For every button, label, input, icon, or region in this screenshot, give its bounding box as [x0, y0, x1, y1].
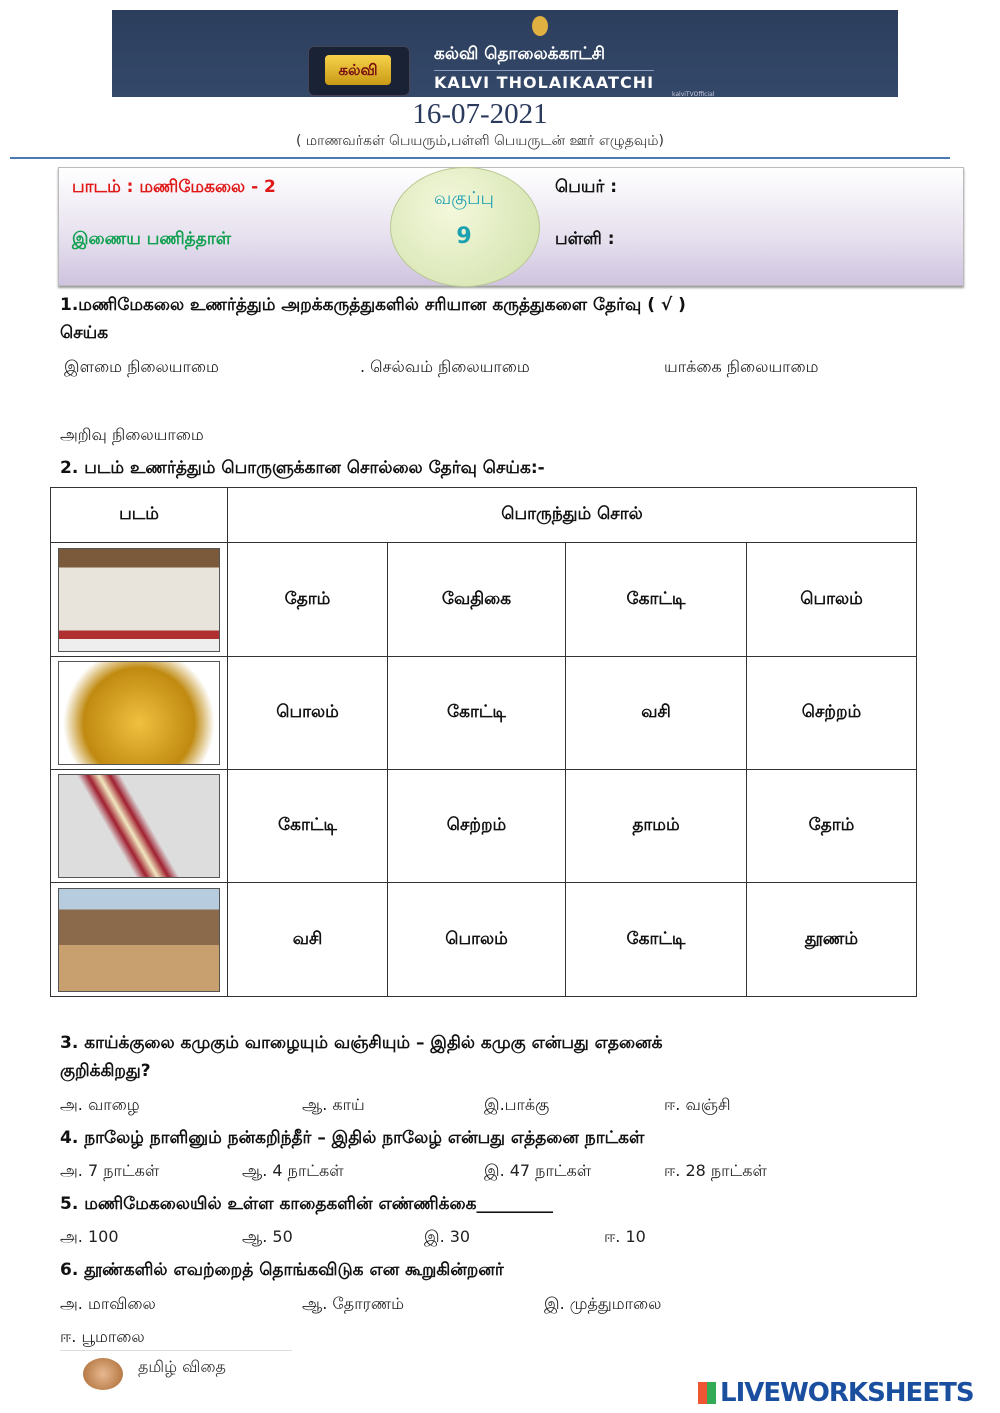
- q3-option[interactable]: அ. வாழை: [60, 1095, 140, 1114]
- q5-option[interactable]: ஆ. 50: [242, 1227, 293, 1246]
- question-5: 5. மணிமேகலையில் உள்ள காதைகளின் எண்ணிக்கை_________: [60, 1194, 553, 1214]
- word-option[interactable]: கோட்டி: [566, 543, 747, 657]
- image-cell: [51, 883, 228, 997]
- question-4: 4. நாலேழ் நாளினும் நன்கறிந்தீர் – இதில் நாலேழ் என்பது எத்தனை நாட்கள்: [60, 1128, 645, 1148]
- subject-title: பாடம் : மணிமேகலை - 2: [72, 177, 276, 197]
- kalvi-banner: [112, 10, 898, 97]
- word-option[interactable]: கோட்டி: [566, 883, 747, 997]
- word-option[interactable]: பொலம்: [228, 657, 388, 770]
- q5-option[interactable]: ஈ. 10: [604, 1227, 646, 1246]
- word-option[interactable]: வேதிகை: [388, 543, 566, 657]
- liveworksheets-brand: LIVEWORKSHEETS: [720, 1378, 974, 1408]
- question-3: 3. காய்க்குலை கமுகும் வாழையும் வஞ்சியும் – இதில் கமுகு என்பது எதனைக்: [60, 1033, 663, 1053]
- word-option[interactable]: தோம்: [747, 770, 917, 883]
- q3-option[interactable]: ஈ. வஞ்சி: [664, 1095, 731, 1114]
- q1-option[interactable]: இளமை நிலையாமை: [64, 357, 219, 376]
- liveworksheets-logo-icon: [698, 1382, 716, 1404]
- word-option[interactable]: கோட்டி: [228, 770, 388, 883]
- word-option[interactable]: செற்றம்: [747, 657, 917, 770]
- date: 16-07-2021: [412, 98, 548, 130]
- garland-image: [58, 774, 220, 878]
- question-3-cont: குறிக்கிறது?: [60, 1061, 151, 1081]
- author-avatar: [83, 1358, 123, 1390]
- q1-option[interactable]: அறிவு நிலையாமை: [60, 425, 204, 444]
- kalvi-logo: [308, 46, 410, 96]
- banner-title-tamil: கல்வி தொலைக்காட்சி: [434, 44, 606, 64]
- author-name: தமிழ் விதை: [138, 1357, 226, 1376]
- word-option[interactable]: தோம்: [228, 543, 388, 657]
- worksheet-type: இணைய பணித்தாள்: [72, 229, 232, 249]
- image-cell: [51, 770, 228, 883]
- q4-option[interactable]: ஈ. 28 நாட்கள்: [664, 1161, 767, 1180]
- q6-option[interactable]: ஆ. தோரணம்: [302, 1294, 405, 1313]
- q6-option[interactable]: அ. மாவிலை: [60, 1294, 156, 1313]
- question-6: 6. தூண்களில் எவற்றைத் தொங்கவிடுக என கூறுகின்றனர்: [60, 1260, 504, 1280]
- name-field[interactable]: பெயர் :: [555, 177, 618, 197]
- instruction-note: ( மாணவர்கள் பெயரும்,பள்ளி பெயருடன் ஊர் எழுதவும்): [295, 133, 665, 149]
- q4-option[interactable]: அ. 7 நாட்கள்: [60, 1161, 160, 1180]
- word-option[interactable]: பொலம்: [388, 883, 566, 997]
- house-image: [58, 548, 220, 652]
- school-field[interactable]: பள்ளி :: [555, 229, 615, 249]
- word-option[interactable]: கோட்டி: [388, 657, 566, 770]
- word-option[interactable]: தூணம்: [747, 883, 917, 997]
- q5-option[interactable]: அ. 100: [60, 1227, 119, 1246]
- question-2: 2. படம் உணர்த்தும் பொருளுக்கான சொல்லை தேர்வு செய்க:-: [60, 458, 545, 478]
- word-option[interactable]: வசி: [228, 883, 388, 997]
- tn-emblem-icon: [532, 16, 548, 36]
- q6-option[interactable]: ஈ. பூமாலை: [60, 1327, 145, 1346]
- youtube-channel: kalviTVOfficial: [672, 91, 715, 98]
- table-header: பொருந்தும் சொல்: [228, 488, 917, 543]
- question-1: 1.மணிமேகலை உணர்த்தும் அறக்கருத்துகளில் சரியான கருத்துகளை தேர்வு ( √ ): [60, 295, 686, 315]
- grade-label: வகுப்பு: [434, 188, 494, 209]
- q6-option[interactable]: இ. முத்துமாலை: [544, 1294, 662, 1313]
- logo-text: கல்வி: [325, 55, 391, 85]
- q1-option[interactable]: யாக்கை நிலையாமை: [664, 357, 819, 376]
- image-cell: [51, 543, 228, 657]
- word-option[interactable]: வசி: [566, 657, 747, 770]
- table-header: படம்: [51, 488, 228, 543]
- grade-number: 9: [456, 224, 472, 249]
- banner-title-english: KALVI THOLAIKAATCHI: [434, 70, 654, 92]
- question-1-cont: செய்க: [60, 323, 109, 343]
- q3-option[interactable]: ஆ. காய்: [302, 1095, 365, 1114]
- q4-option[interactable]: ஆ. 4 நாட்கள்: [242, 1161, 344, 1180]
- q3-option[interactable]: இ.பாக்கு: [484, 1095, 550, 1114]
- pillared-hall-image: [58, 888, 220, 992]
- match-table: [50, 487, 917, 997]
- image-cell: [51, 657, 228, 770]
- word-option[interactable]: பொலம்: [747, 543, 917, 657]
- footer-divider: [60, 1350, 292, 1351]
- divider: [10, 157, 950, 159]
- q1-option[interactable]: . செல்வம் நிலையாமை: [360, 357, 530, 376]
- word-option[interactable]: செற்றம்: [388, 770, 566, 883]
- q4-option[interactable]: இ. 47 நாட்கள்: [484, 1161, 592, 1180]
- gold-image: [58, 661, 220, 765]
- q5-option[interactable]: இ. 30: [424, 1227, 471, 1246]
- word-option[interactable]: தாமம்: [566, 770, 747, 883]
